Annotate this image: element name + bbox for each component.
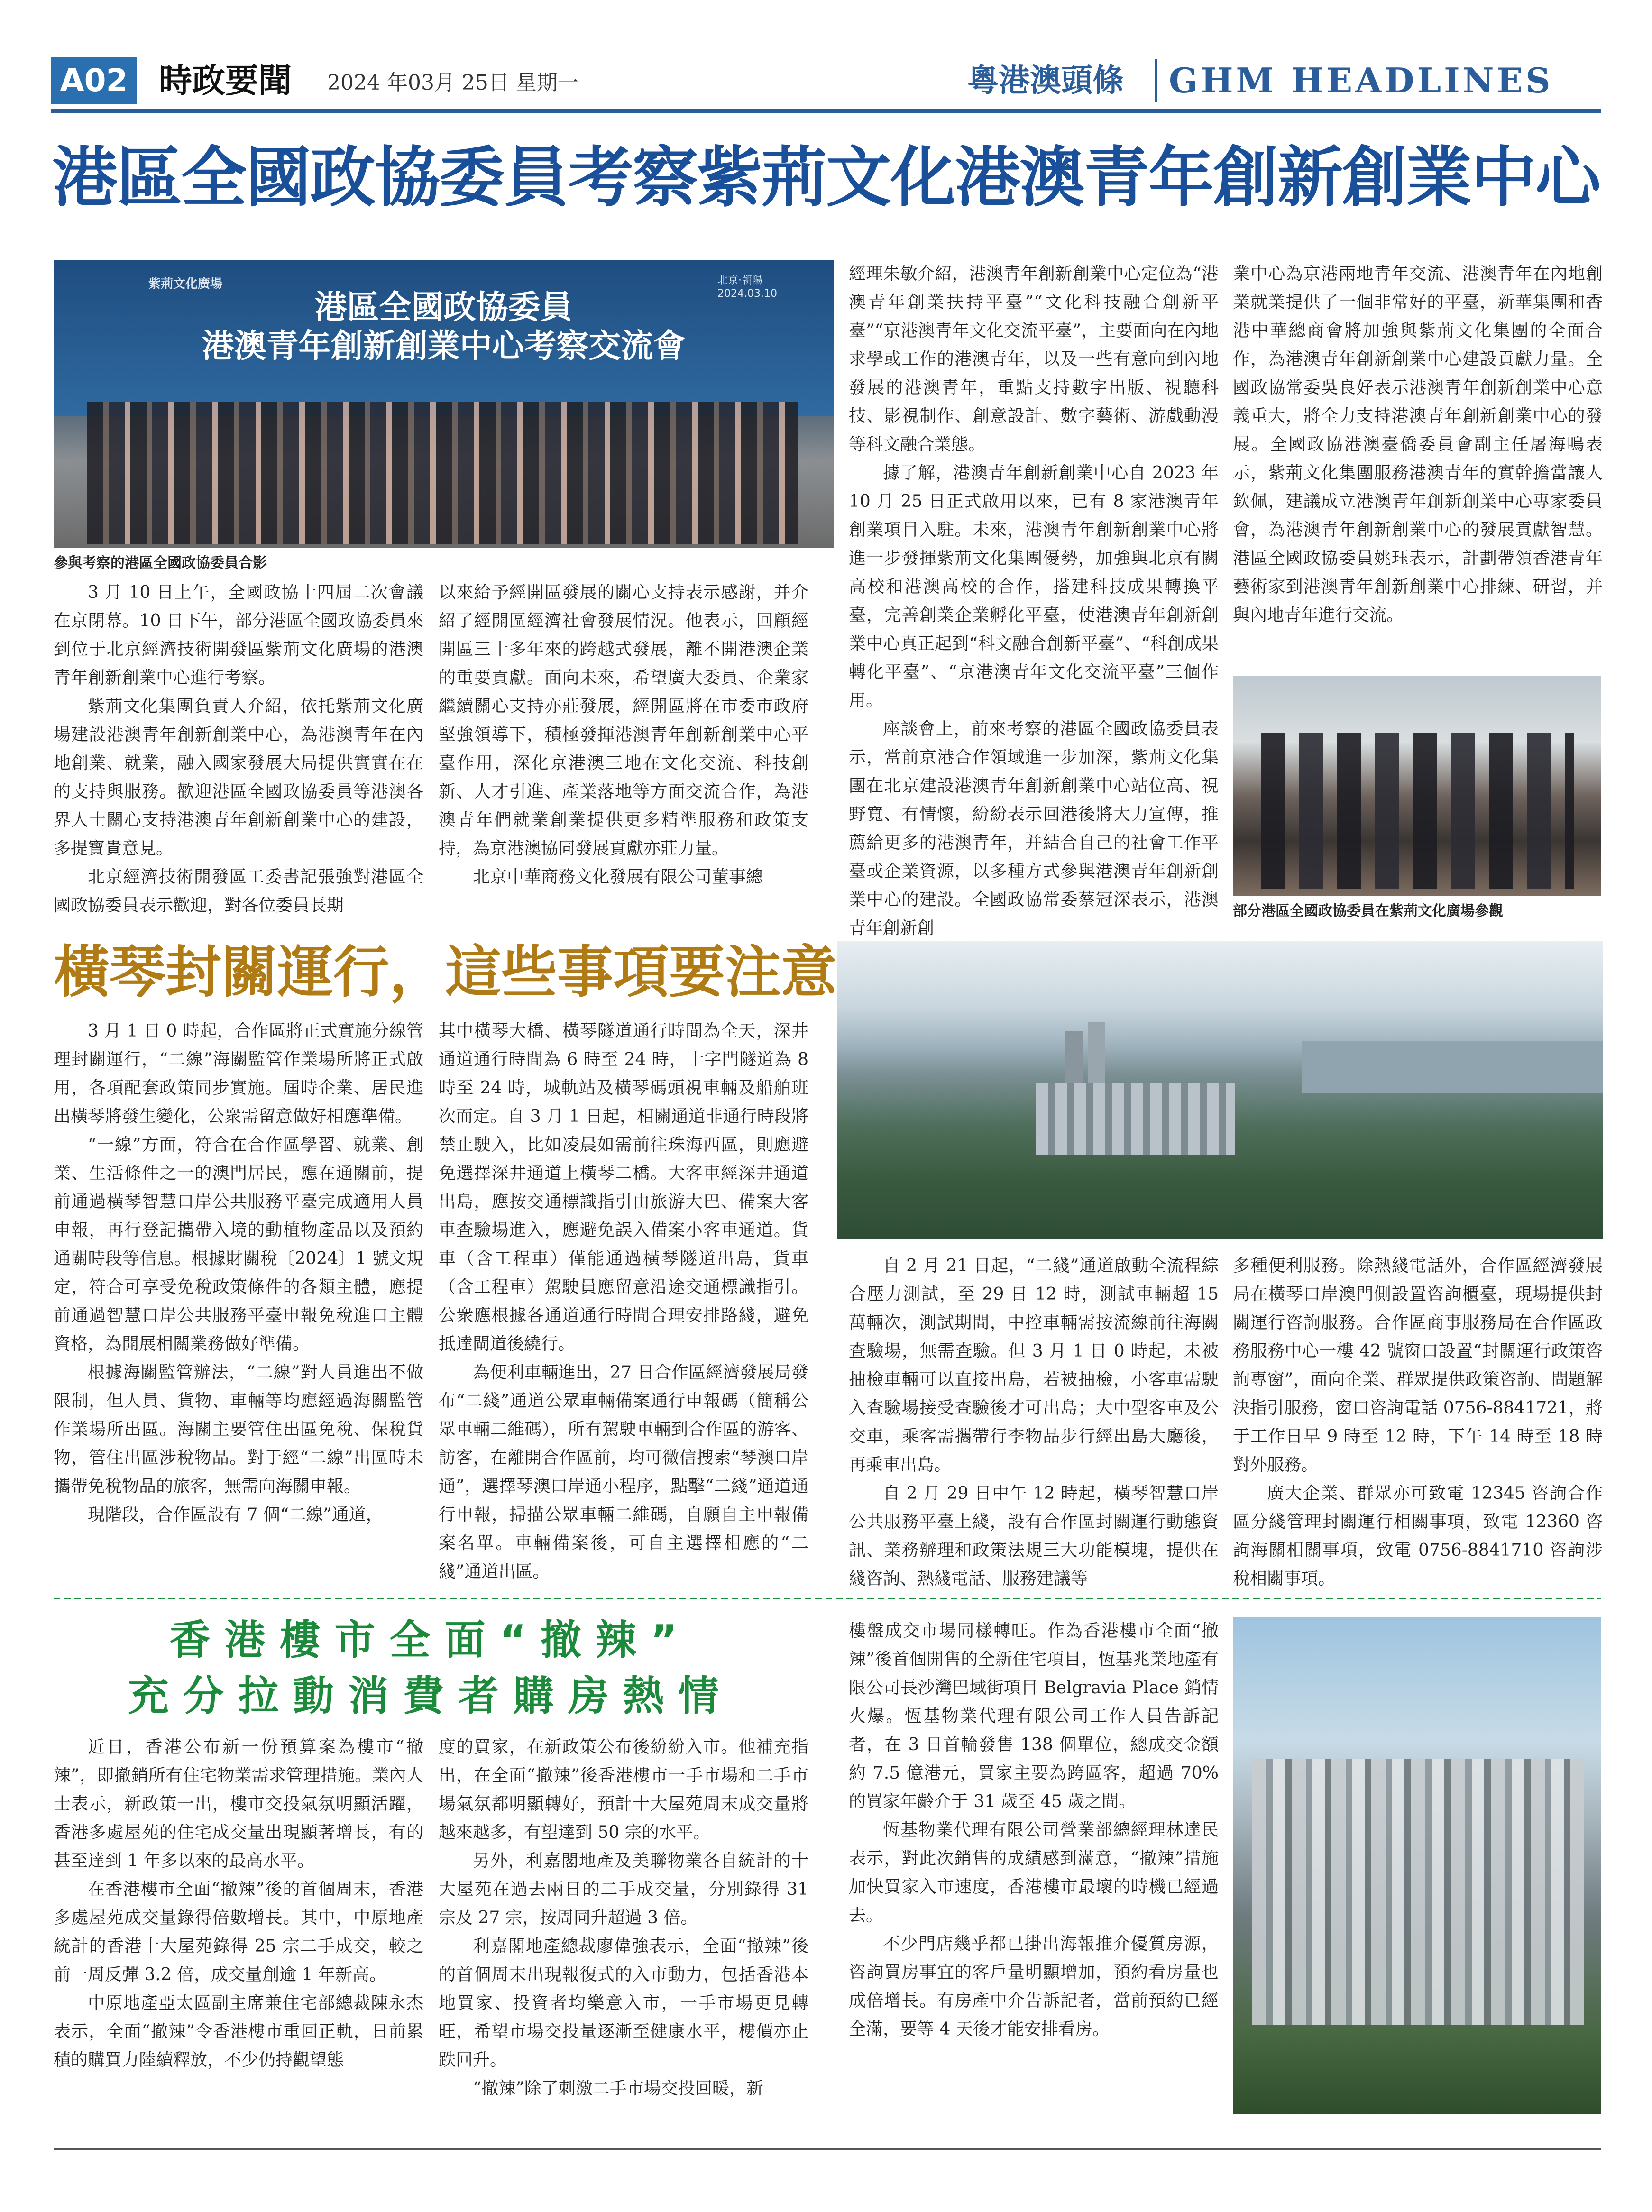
- group-photo: [54, 260, 834, 548]
- header-rule: [51, 109, 1601, 113]
- article3-col2: [439, 1733, 808, 2103]
- paragraph: 中原地產亞太區副主席兼住宅部總裁陳永杰表示，全面“撤辣”令香港樓市重回正軌，日前累積的購買力陸續釋放，不少仍持觀望態: [54, 1993, 423, 2070]
- paragraph: 業中心為京港兩地青年交流、港澳青年在內地創業就業提供了一個非常好的平臺，新華集團和香港中華總商會將加強與紫荊文化集團的全面合作，為港澳青年創新創業中心建設貢獻力量。全國政協常委吳良好表示港澳青年創新創業中心意義重大，將全力支持港澳青年創新創業中心的發展。全國政協港澳臺僑委員會副主任屠海鳴表示，紫荊文化集團服務港澳青年的實幹擔當讓人欽佩，建議成立港澳青年創新創業中心專家委員會，為港澳青年創新創業中心的發展貢獻智慧。港區全國政協委員姚珏表示，計劃帶領香港青年藝術家到港澳青年創新創業中心排練、研習，并與內地青年進行交流。: [1233, 264, 1603, 625]
- masthead-english: GHM HEADLINES: [1169, 60, 1553, 101]
- paragraph: 另外，利嘉閣地產及美聯物業各自統計的十大屋苑在過去兩日的二手成交量，分別錄得 31 宗及 27 宗，按周同升超過 3 倍。: [439, 1851, 808, 1927]
- paragraph: 3 月 10 日上午，全國政協十四屆二次會議在京閉幕。10 日下午，部分港區全國政協委員來到位于北京經濟技術開發區紫荊文化廣場的港澳青年創新創業中心進行考察。: [54, 583, 423, 688]
- paragraph: 其中橫琴大橋、橫琴隧道通行時間為全天，深井通道通行時間為 6 時至 24 時，十字門隧道為 8 時至 24 時，城軌站及橫琴碼頭視車輛及船舶班次而定。自 3 月 1 日起，相關通道非通行時段將禁止駛入，比如凌晨如需前往珠海西區，則應避免選擇深井通道上橫琴二橋。大客車經深井通道出島，應按交通標識指引由旅游大巴、備案大客車查驗場進入，應避免誤入備案小客車通道。貨車（含工程車）僅能通過橫琴隧道出島，貨車（含工程車）駕駛員應留意沿途交通標識指引。公衆應根據各通道通行時間合理安排路綫，避免抵達閘道後繞行。: [439, 1021, 808, 1354]
- paragraph: “一線”方面，符合在合作區學習、就業、創業、生活條件之一的澳門居民，應在通關前，提前通過橫琴智慧口岸公共服務平臺完成適用人員申報，再行登記攜帶入境的動植物產品以及預約通關時段等信息。根據財關稅〔2024〕1 號文規定，符合可享受免稅政策條件的各類主體，應提前通過智慧口岸公共服務平臺申報免稅進口主體資格，為開展相關業務做好準備。: [54, 1135, 423, 1354]
- paragraph: 利嘉閣地產總裁廖偉強表示，全面“撤辣”後的首個周末出現報復式的入市動力，包括香港本地買家、投資者均樂意入市，一手市場更見轉旺，希望市場交投量逐漸至健康水平，樓價亦止跌回升。: [439, 1937, 808, 2070]
- article3-headline: [54, 1612, 808, 1724]
- photo2-caption: 部分港區全國政協委員在紫荊文化廣場參觀: [1233, 903, 1503, 919]
- paragraph: 為便利車輛進出，27 日合作區經濟發展局發布“二綫”通道公眾車輛備案通行申報碼（簡稱公眾車輛二維碼），所有駕駛車輛到合作區的游客、訪客，在離開合作區前，均可微信搜索“琴澳口岸通”，選擇琴澳口岸通小程序，點擊“二綫”通道通行申報，掃描公眾車輛二維碼，自願自主申報備案名單。車輛備案後，可自主選擇相應的“二綫”通道出區。: [439, 1363, 808, 1581]
- article1-col4: [1233, 260, 1603, 630]
- article2-headline: 橫琴封關運行，這些事項要注意: [54, 939, 837, 1005]
- paragraph: “撤辣”除了刺激二手市場交投回暖，新: [473, 2079, 763, 2098]
- paragraph: 不少門店幾乎都已掛出海報推介優質房源，咨詢買房事宜的客戶量明顯增加，預約看房量也成倍增長。有房產中介告訴記者，當前預約已經全滿，要等 4 天後才能安排看房。: [849, 1934, 1219, 2039]
- paragraph: 3 月 1 日 0 時起，合作區將正式實施分線管理封關運行，“二線”海關監管作業場所將正式啟用，各項配套政策同步實施。屆時企業、居民進出橫琴將發生變化，公衆需留意做好相應準備。: [54, 1021, 423, 1126]
- paragraph: 座談會上，前來考察的港區全國政協委員表示，當前京港合作領域進一步加深，紫荊文化集團在北京建設港澳青年創新創業中心站位高、視野寬、有情懷，紛紛表示回港後將大力宣傳，推薦給更多的港澳青年，并結合自己的社會工作平臺或企業資源，以多種方式參與港澳青年創新創業中心的建設。全國政協常委蔡冠深表示，港澳青年創新創: [849, 719, 1219, 938]
- issue-date: 2024 年03月 25日 星期一: [327, 71, 578, 95]
- paragraph: 度的買家，在新政策公布後紛紛入市。他補充指出，在全面“撤辣”後香港樓市一手市場和二手市場氣氛都明顯轉好，預計十大屋苑周末成交量將越來越多，有望達到 50 宗的水平。: [439, 1737, 808, 1842]
- paragraph: 紫荊文化集團負責人介紹，依托紫荊文化廣場建設港澳青年創新創業中心，為港澳青年在內地創業、就業，融入國家發展大局提供實實在在的支持與服務。歡迎港區全國政協委員等港澳各界人士關心支持港澳青年創新創業中心的建設，多提寶貴意見。: [54, 697, 423, 858]
- banner-text: [54, 288, 834, 366]
- article2-col2: [439, 1017, 808, 1586]
- paragraph: 自 2 月 21 日起，“二綫”通道啟動全流程綜合壓力測試，至 29 日 12 時，測試車輛超 15 萬輛次，測試期間，中控車輛需按流線前往海關查驗場，無需查驗。但 3 月 1 日 0 時起，未被抽檢車輛可以直接出島，若被抽檢，小客車需駛入查驗場接受查驗後才可出島；大中型客車及公交車，乘客需攜帶行李物品步行經出島大廳後，再乘車出島。: [849, 1256, 1219, 1475]
- paragraph: 據了解，港澳青年創新創業中心自 2023 年 10 月 25 日正式啟用以來，已有 8 家港澳青年創業項目入駐。未來，港澳青年創新創業中心將進一步發揮紫荊文化集團優勢，加強與北京有關高校和港澳高校的合作，搭建科技成果轉換平臺，完善創業企業孵化平臺，使港澳青年創新創業中心真正起到“科文融合創新平臺”、“科創成果轉化平臺”、“京港澳青年文化交流平臺”三個作用。: [849, 463, 1219, 710]
- article2-col3: [849, 1252, 1219, 1593]
- river: [1302, 1041, 1603, 1093]
- hong-kong-skyline-photo: [1233, 1617, 1601, 2114]
- paragraph: 北京經濟技術開發區工委書記張強對港區全國政協委員表示歡迎，對各位委員長期: [54, 867, 423, 915]
- banner-place: 北京·朝陽: [717, 275, 762, 286]
- article3-headline-line2: 充分拉動消費者購房熱情: [128, 1672, 733, 1720]
- section-divider: [54, 1598, 1601, 1599]
- paragraph: 恆基物業代理有限公司營業部總經理林達民表示，對此次銷售的成績感到滿意，“撤辣”措施加快買家入市速度，香港樓市最壞的時機已經過去。: [849, 1820, 1219, 1925]
- article3-col1: [54, 1733, 423, 2074]
- visitors-group: [1261, 733, 1574, 889]
- banner-date: 2024.03.10: [717, 288, 777, 300]
- banner-logo: 紫荊文化廣場: [148, 277, 223, 291]
- article1-col3: [849, 260, 1219, 943]
- paragraph: 北京中華商務文化發展有限公司董事總: [473, 867, 763, 887]
- paragraph: 多種便利服務。除熱綫電話外，合作區經濟發展局在橫琴口岸澳門側設置咨詢櫃臺，現場提供封關運行咨詢服務。合作區商事服務局在合作區政務服務中心一樓 42 號窗口設置“封關運行政策咨詢專窗”，面向企業、群眾提供政策咨詢、問題解決指引服務，窗口咨詢電話 0756-8841721，將于工作日早 9 時至 12 時，下午 14 時至 18 時對外服務。: [1233, 1256, 1603, 1475]
- paragraph: 現階段，合作區設有 7 個“二線”通道，: [88, 1505, 383, 1524]
- visit-photo: [1233, 676, 1601, 896]
- paragraph: 以來給予經開區發展的關心支持表示感謝，并介紹了經開區經濟社會發展情況。他表示，回顧經開區三十多年來的跨越式發展，離不開港澳企業的重要貢獻。面向未來，希望廣大委員、企業家繼續關心支持亦莊發展，經開區將在市委市政府堅強領導下，積極發揮港澳青年創新創業中心平臺作用，深化京港澳三地在文化交流、科技創新、人才引進、產業落地等方面交流合作，為港澳青年們就業創業提供更多精準服務和政策支持，為京港澳協同發展貢獻亦莊力量。: [439, 583, 808, 858]
- paragraph: 近日，香港公布新一份預算案為樓市“撤辣”，即撤銷所有住宅物業需求管理措施。業內人士表示，新政策一出，樓市交投氣氛明顯活躍，香港多處屋苑的住宅成交量出現顯著增長，有的甚至達到 1 年多以來的最高水平。: [54, 1737, 423, 1871]
- skyscrapers: [1252, 1759, 1584, 2025]
- article1-col2: [439, 578, 808, 891]
- banner-line2: 港澳青年創新創業中心考察交流會: [202, 328, 686, 365]
- paragraph: 廣大企業、群眾亦可致電 12345 咨詢合作區分綫管理封關運行相關事項，致電 12360 咨詢海關相關事項，致電 0756-8841710 咨詢涉稅相關事項。: [1233, 1484, 1603, 1588]
- footer-rule: [54, 2148, 1601, 2150]
- masthead-separator: [1155, 59, 1157, 102]
- paragraph: 根據海關監管辦法，“二線”對人員進出不做限制，但人員、貨物、車輛等均應經過海關監管作業場所出區。海關主要管住出區免稅、保稅貨物，管住出區涉稅物品。對于經“二線”出區時未攜帶免稅物品的旅客，無需向海關申報。: [54, 1363, 423, 1496]
- page-number-label: A02: [51, 57, 137, 104]
- photo1-caption: 參與考察的港區全國政協委員合影: [54, 555, 267, 571]
- masthead-chinese: 粵港澳頭條: [967, 62, 1124, 99]
- paragraph: 自 2 月 29 日中午 12 時起，橫琴智慧口岸公共服務平臺上綫，設有合作區封關運行動態資訊、業務辦理和政策法規三大功能模塊，提供在綫咨詢、熱綫電話、服務建議等: [849, 1484, 1219, 1588]
- group-people: [87, 402, 798, 544]
- paragraph: 樓盤成交市場同樣轉旺。作為香港樓市全面“撤辣”後首個開售的全新住宅項目，恆基兆業地產有限公司長沙灣巴域街項目 Belgravia Place 銷情火爆。恆基物業代理有限公司工作人員告訴記者，在 3 日首輪發售 138 個單位，總成交金額約 7.5 億港元，買家主要為跨區客，超過 70% 的買家年齡介于 31 歲至 45 歲之間。: [849, 1621, 1219, 1811]
- city-blocks: [1036, 1083, 1235, 1155]
- paragraph: 在香港樓市全面“撤辣”後的首個周末，香港多處屋苑成交量錄得倍數增長。其中，中原地產統計的香港十大屋苑錄得 25 宗二手成交，較之前一周反彈 3.2 倍，成交量創逾 1 年新高。: [54, 1880, 423, 1984]
- article2-col1: [54, 1017, 423, 1529]
- hillside: [1233, 2025, 1601, 2114]
- hengqin-aerial-photo: [837, 941, 1603, 1239]
- paragraph: 經理朱敏介紹，港澳青年創新創業中心定位為“港澳青年創業扶持平臺”“文化科技融合創新平臺”“京港澳青年文化交流平臺”，主要面向在內地求學或工作的港澳青年，以及一些有意向到內地發展的港澳青年，重點支持數字出版、視聽科技、影視制作、創意設計、數字藝術、游戲動漫等科文融合業態。: [849, 264, 1219, 454]
- article1-headline: 港區全國政協委員考察紫荊文化港澳青年創新創業中心: [52, 139, 1600, 216]
- section-name: 時政要聞: [159, 61, 292, 100]
- article1-col1: [54, 578, 423, 920]
- article3-col3: [849, 1617, 1219, 2044]
- article2-col4: [1233, 1252, 1603, 1593]
- banner-line1: 港區全國政協委員: [314, 289, 573, 326]
- article3-headline-line1: 香港樓市全面“撤辣”: [169, 1616, 692, 1664]
